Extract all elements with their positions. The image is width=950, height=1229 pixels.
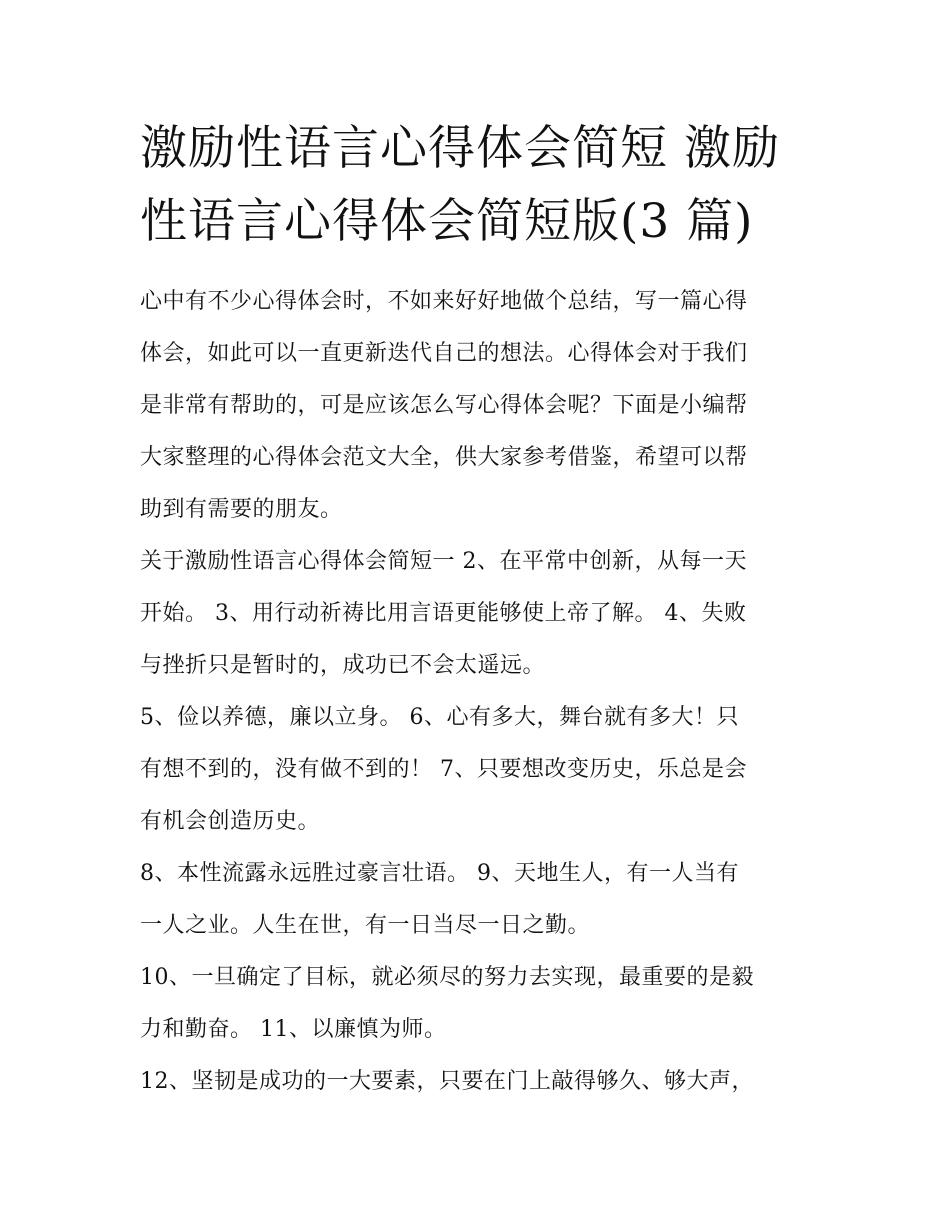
intro-paragraph <box>140 276 820 536</box>
text-line: 10、一旦确定了目标，就必须尽的努力去实现，最重要的是毅 <box>140 965 754 990</box>
text-line: 大家整理的心得体会范文大全，供大家参考借鉴，希望可以帮 <box>140 445 748 470</box>
document-title <box>140 112 820 258</box>
title-line: 性语言心得体会简短版(3 篇) <box>140 194 754 249</box>
text-line: 力和勤奋。 11、以廉慎为师。 <box>140 1017 447 1042</box>
text-line: 有想不到的，没有做不到的！ 7、只要想改变历史，乐总是会 <box>140 757 747 782</box>
body-paragraph <box>140 536 820 692</box>
text-line: 助到有需要的朋友。 <box>140 497 343 522</box>
text-line: 有机会创造历史。 <box>140 809 321 834</box>
title-line: 激励性语言心得体会简短 激励 <box>140 121 780 176</box>
body-paragraph <box>140 952 820 1056</box>
text-line: 是非常有帮助的，可是应该怎么写心得体会呢？下面是小编帮 <box>140 393 748 418</box>
text-line: 8、本性流露永远胜过豪言壮语。 9、天地生人，有一人当有 <box>140 861 739 886</box>
text-line: 心中有不少心得体会时，不如来好好地做个总结，写一篇心得 <box>140 289 748 314</box>
text-line: 5、俭以养德，廉以立身。 6、心有多大，舞台就有多大！只 <box>140 705 739 730</box>
text-line: 12、坚韧是成功的一大要素，只要在门上敲得够久、够大声， <box>140 1069 754 1094</box>
document-body <box>140 276 820 1108</box>
body-paragraph <box>140 848 820 952</box>
text-line: 一人之业。人生在世，有一日当尽一日之勤。 <box>140 913 591 938</box>
body-paragraph <box>140 1056 820 1108</box>
body-paragraph <box>140 692 820 848</box>
text-line: 关于激励性语言心得体会简短一 2、在平常中创新，从每一天 <box>140 549 747 574</box>
text-line: 开始。 3、用行动祈祷比用言语更能够使上帝了解。 4、失败 <box>140 601 747 626</box>
text-line: 与挫折只是暂时的，成功已不会太遥远。 <box>140 653 546 678</box>
text-line: 体会，如此可以一直更新迭代自己的想法。心得体会对于我们 <box>140 341 748 366</box>
